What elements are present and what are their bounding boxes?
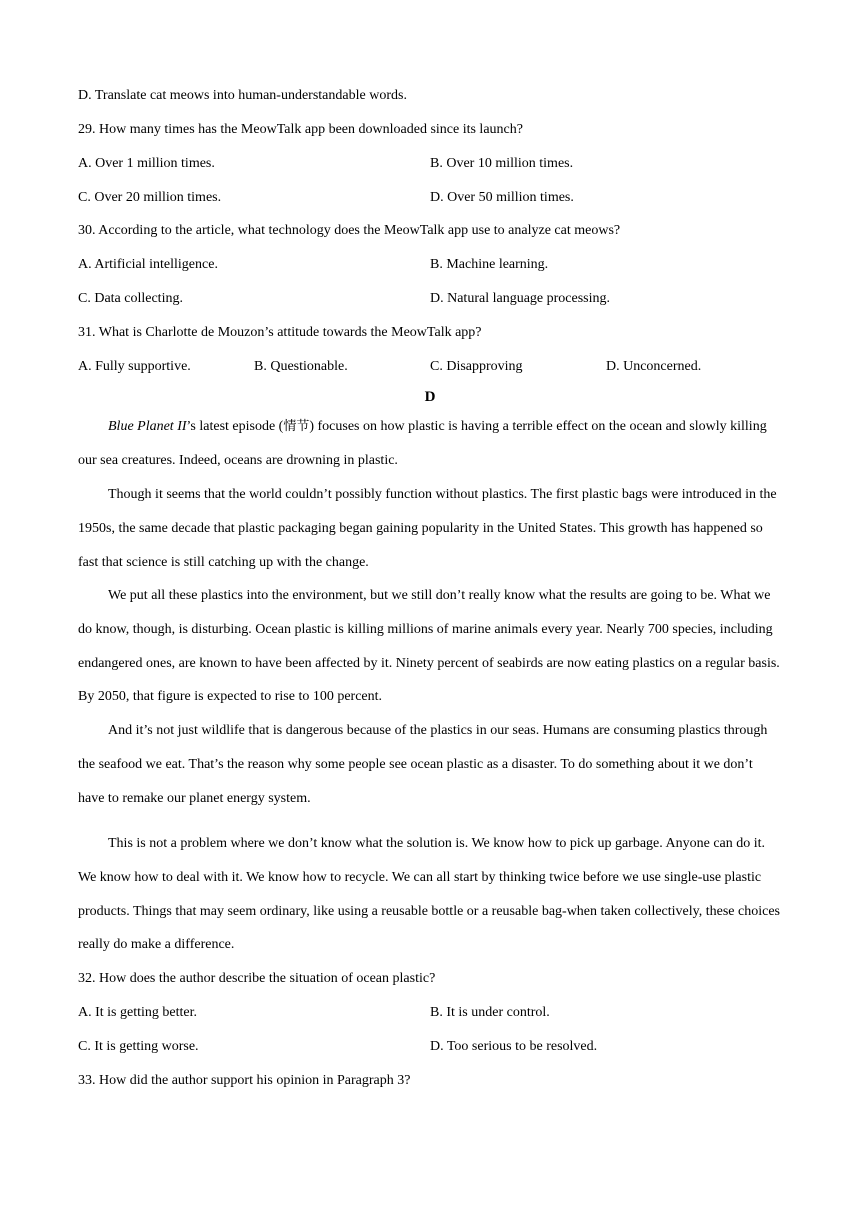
show-title: Blue Planet II (108, 419, 187, 434)
q29-option-a: A. Over 1 million times. (78, 156, 215, 171)
section-heading: D (424, 389, 436, 405)
q30-option-d: D. Natural language processing. (430, 291, 610, 306)
q31-option-a: A. Fully supportive. (78, 359, 191, 374)
q31-option-b: B. Questionable. (254, 359, 348, 374)
q32-option-c: C. It is getting worse. (78, 1039, 199, 1054)
q31-option-c: C. Disapproving (430, 359, 523, 374)
q29-stem: 29. How many times has the MeowTalk app been downloaded since its launch? (78, 122, 523, 137)
q32-option-d: D. Too serious to be resolved. (430, 1039, 598, 1054)
q32-option-a: A. It is getting better. (78, 1005, 197, 1020)
q29-option-d: D. Over 50 million times. (430, 190, 574, 205)
passage-paragraph-4: And it’s not just wildlife that is dangerous because of the plastics in our seas. Humans are consuming plastics through the seafood we eat. That’s the reason why some people see ocean plastic as a disaster. To do something about it we don’t have to remake our planet energy system. (78, 723, 768, 806)
passage-paragraph-3: We put all these plastics into the environment, but we still don’t really know what the results are going to be. What we do know, though, is disturbing. Ocean plastic is killing millions of marine animals every year. Nearly 700 species, including endangered ones, are known to have been affected by it. Ninety percent of seabirds are now eating plastics on a regular basis. By 2050, that figure is expected to rise to 100 percent. (78, 588, 780, 705)
q32-option-b: B. It is under control. (430, 1005, 550, 1020)
q29-option-b: B. Over 10 million times. (430, 156, 574, 171)
q30-option-a: A. Artificial intelligence. (78, 257, 218, 272)
q32-stem: 32. How does the author describe the situation of ocean plastic? (78, 971, 436, 986)
passage-paragraph-1: Blue Planet II’s latest episode (情节) focuses on how plastic is having a terrible effect on the ocean and slowly killing our sea creatures. Indeed, oceans are drowning in plastic. (78, 419, 767, 468)
q31-stem: 31. What is Charlotte de Mouzon’s attitude towards the MeowTalk app? (78, 325, 482, 340)
q30-option-c: C. Data collecting. (78, 291, 183, 306)
q33-stem: 33. How did the author support his opinion in Paragraph 3? (78, 1073, 411, 1088)
q29-option-c: C. Over 20 million times. (78, 190, 222, 205)
q31-option-d: D. Unconcerned. (606, 359, 702, 374)
passage-paragraph-2: Though it seems that the world couldn’t possibly function without plastics. The first plastic bags were introduced in the 1950s, the same decade that plastic packaging began gaining popularity in the United States. This growth has happened so fast that science is still catching up with the change. (78, 487, 777, 570)
passage-paragraph-5: This is not a problem where we don’t know what the solution is. We know how to pick up garbage. Anyone can do it. We know how to deal with it. We know how to recycle. We can all start by thinking twice before we use single-use plastic products. Things that may seem ordinary, like using a reusable bottle or a reusable bag-when taken collectively, these choices really do make a difference. (78, 836, 780, 953)
q28-option-d: D. Translate cat meows into human-understandable words. (78, 88, 407, 103)
q30-stem: 30. According to the article, what technology does the MeowTalk app use to analyze cat meows? (78, 223, 621, 238)
q30-option-b: B. Machine learning. (430, 257, 549, 272)
